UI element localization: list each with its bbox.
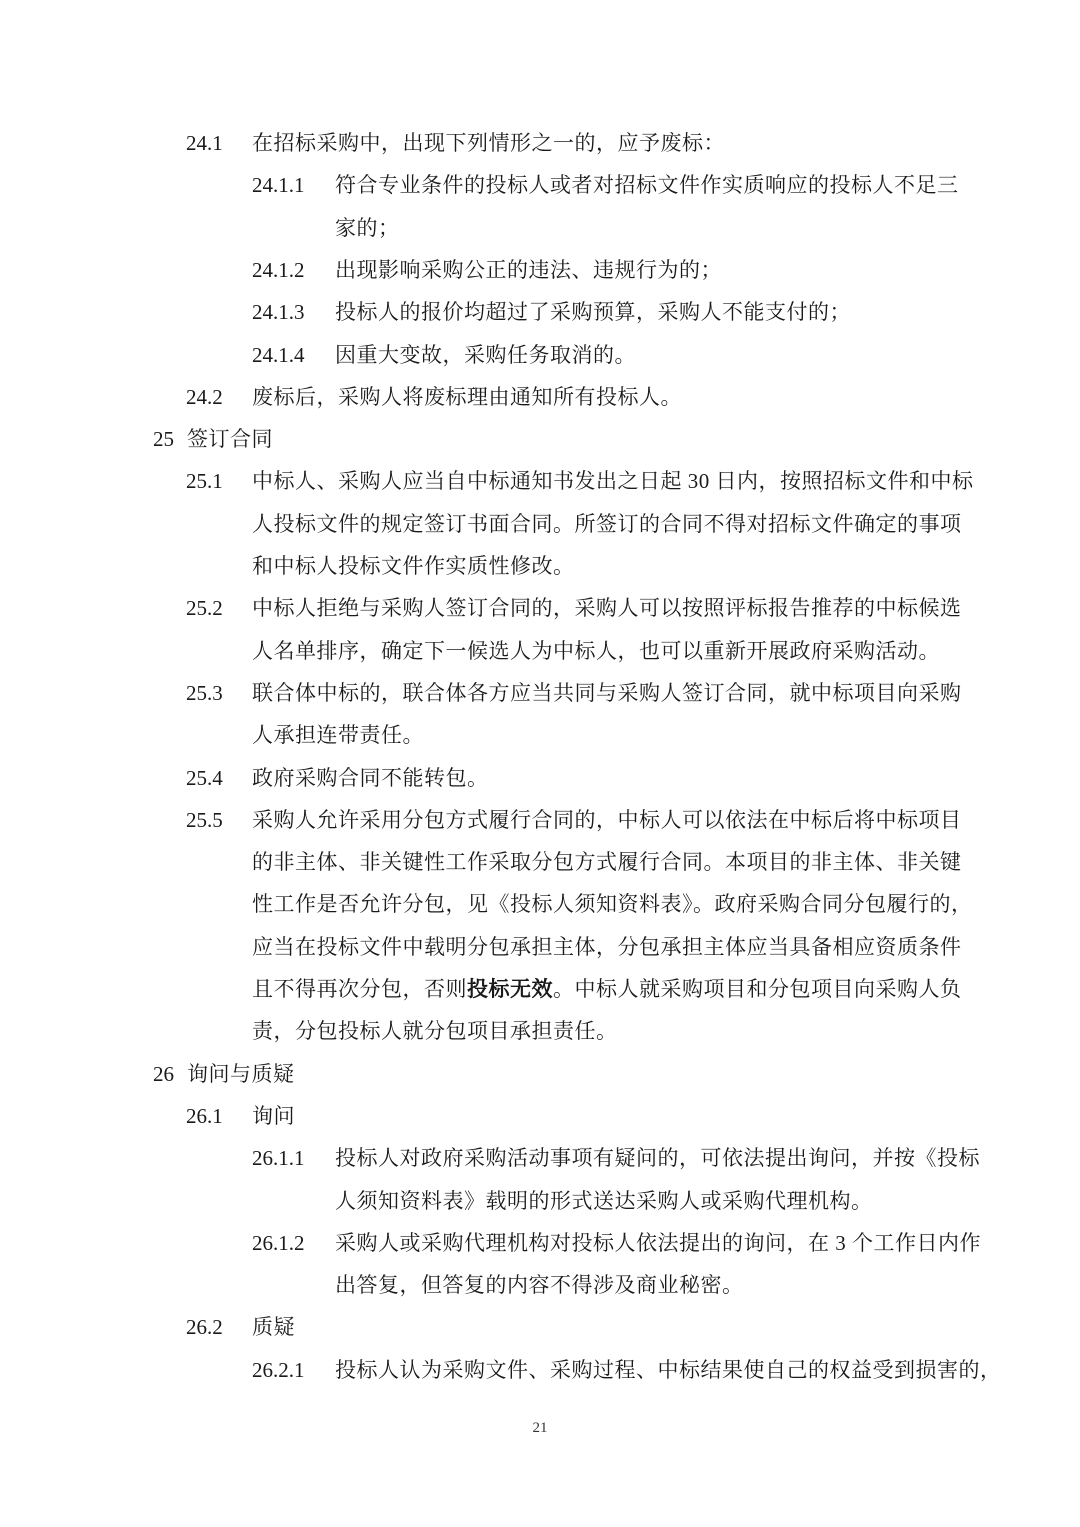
clause-text-run: 投标人的报价均超过了采购预算，采购人不能支付的； <box>335 300 851 325</box>
clause-text-run: 责，分包投标人就分包项目承担责任。 <box>252 1019 618 1044</box>
clause-text <box>252 376 682 418</box>
clause-text <box>252 1306 295 1348</box>
clause-text <box>335 207 400 249</box>
clause-text-run: 采购人允许采用分包方式履行合同的，中标人可以依法在中标后将中标项目 <box>252 807 962 832</box>
page-number: 21 <box>532 1420 548 1436</box>
clause-text-run: 和中标人投标文件作实质性修改。 <box>252 554 575 578</box>
clause-text-run: 签订合同 <box>187 427 273 452</box>
clause-text <box>335 334 636 376</box>
clause-text-run: 中标人、采购人应当自中标通知书发出之日起 30 日内，按照招标文件和中标 <box>252 469 974 494</box>
clause-number: 26.1.2 <box>252 1230 305 1255</box>
clause-number: 24.1.2 <box>252 257 305 282</box>
clause-text <box>187 1053 295 1095</box>
clause-number: 24.1.1 <box>252 173 305 198</box>
clause-number: 26.2.1 <box>252 1357 305 1382</box>
clause-text-run: 人承担连带责任。 <box>252 723 424 748</box>
clause-text <box>252 757 489 799</box>
clause-text-run: 且不得再次分包，否则 <box>252 977 467 1001</box>
clause-text <box>252 1095 295 1137</box>
clause-text <box>252 587 962 629</box>
clause-number: 25.2 <box>186 596 223 621</box>
clause-text-run: 政府采购合同不能转包。 <box>252 765 489 790</box>
clause-text-run: 性工作是否允许分包，见《投标人须知资料表》。政府采购合同分包履行的， <box>252 892 973 917</box>
emphasis-text: 投标无效 <box>467 977 553 1001</box>
clause-text-run: 联合体中标的，联合体各方应当共同与采购人签订合同，就中标项目向采购 <box>252 680 962 705</box>
clause-text <box>252 1010 618 1052</box>
clause-text <box>335 164 959 206</box>
clause-text-run: 在招标采购中，出现下列情形之一的，应予废标： <box>252 131 725 155</box>
clause-text <box>187 418 273 460</box>
clause-text <box>335 249 722 291</box>
clause-text <box>252 545 575 587</box>
clause-number: 24.1.4 <box>252 342 305 367</box>
clause-text-run: 投标人对政府采购活动事项有疑问的，可依法提出询问，并按《投标 <box>335 1146 980 1171</box>
clause-text <box>252 883 973 925</box>
clause-number: 26.2 <box>186 1315 223 1340</box>
clause-text <box>252 630 940 672</box>
clause-text-run: 询问与质疑 <box>187 1061 295 1086</box>
clause-number: 26.1.1 <box>252 1146 305 1171</box>
clause-text <box>252 122 725 164</box>
clause-text-run: 应当在投标文件中载明分包承担主体，分包承担主体应当具备相应资质条件 <box>252 934 962 959</box>
clause-text-run: 人名单排序，确定下一候选人为中标人，也可以重新开展政府采购活动。 <box>252 638 940 663</box>
clause-text-run: 的非主体、非关键性工作采取分包方式履行合同。本项目的非主体、非关键 <box>252 850 962 875</box>
clause-number: 25.1 <box>186 469 223 494</box>
clause-text <box>252 460 974 502</box>
clause-text-run: 人须知资料表》载明的形式送达采购人或采购代理机构。 <box>335 1188 873 1213</box>
clause-text <box>252 672 962 714</box>
clause-text <box>335 1137 980 1179</box>
clause-number: 24.2 <box>186 384 223 409</box>
clause-text <box>252 841 962 883</box>
clause-text-run: 废标后，采购人将废标理由通知所有投标人。 <box>252 384 682 409</box>
clause-text-run: 询问 <box>252 1103 295 1128</box>
clause-number: 25 <box>153 427 174 452</box>
clause-text <box>252 968 962 1010</box>
clause-number: 24.1.3 <box>252 300 305 325</box>
clause-text-run: 人投标文件的规定签订书面合同。所签订的合同不得对招标文件确定的事项 <box>252 511 962 536</box>
clause-text <box>252 503 962 545</box>
clause-text <box>252 926 962 968</box>
clause-number: 26 <box>153 1061 174 1086</box>
clause-text-run: 质疑 <box>252 1315 295 1340</box>
clause-number: 25.5 <box>186 807 223 832</box>
clause-number: 25.4 <box>186 765 223 790</box>
clause-text-run: 投标人认为采购文件、采购过程、中标结果使自己的权益受到损害的， <box>335 1357 1002 1382</box>
clause-text <box>252 714 424 756</box>
clause-text <box>335 1180 873 1222</box>
clause-text-run: 中标人拒绝与采购人签订合同的，采购人可以按照评标报告推荐的中标候选 <box>252 596 962 621</box>
clause-text-run: 出答复，但答复的内容不得涉及商业秘密。 <box>335 1273 744 1298</box>
clause-text-run: 。中标人就采购项目和分包项目向采购人负 <box>553 977 962 1001</box>
clause-text <box>335 291 851 333</box>
clause-text <box>252 799 962 841</box>
clause-text-run: 出现影响采购公正的违法、违规行为的； <box>335 257 722 282</box>
clause-text-run: 采购人或采购代理机构对投标人依法提出的询问，在 3 个工作日内作 <box>335 1230 981 1255</box>
clause-text <box>335 1222 981 1264</box>
clause-text-run: 因重大变故，采购任务取消的。 <box>335 342 636 367</box>
clause-text <box>335 1264 744 1306</box>
clause-text <box>335 1349 1002 1391</box>
clause-text-run: 家的； <box>335 215 400 240</box>
clause-text-run: 符合专业条件的投标人或者对招标文件作实质响应的投标人不足三 <box>335 173 959 198</box>
clause-number: 24.1 <box>186 131 223 155</box>
clause-number: 26.1 <box>186 1103 223 1128</box>
clause-number: 25.3 <box>186 680 223 705</box>
